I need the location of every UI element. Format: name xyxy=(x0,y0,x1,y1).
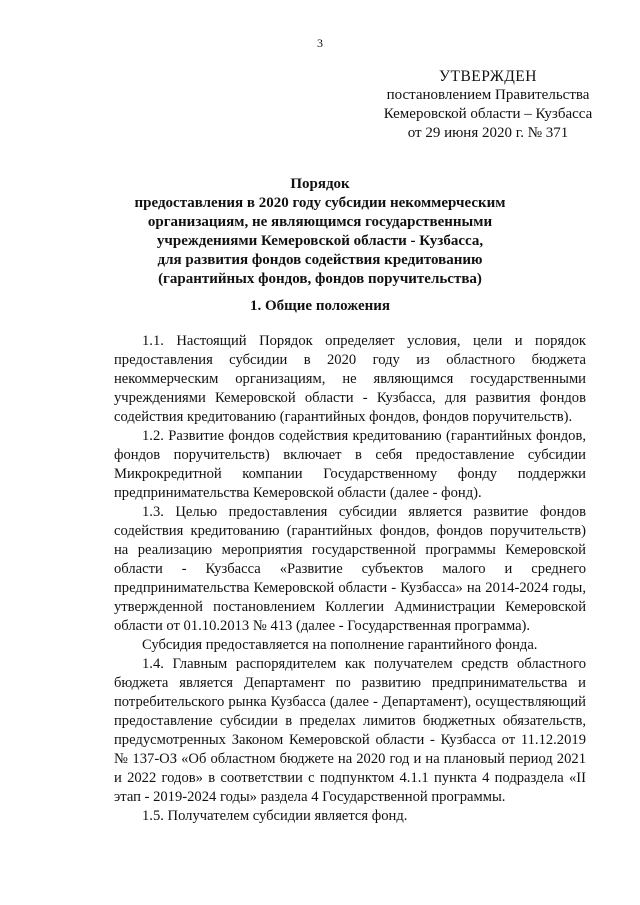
title-line: для развития фондов содействия кредитованию xyxy=(157,252,483,268)
document-body xyxy=(114,332,586,826)
title-line: организациям, не являющимся государственными xyxy=(147,214,493,230)
paragraph: 1.2. Развитие фондов содействия кредитованию (гарантийных фондов, фондов поручительств) включает в себя предоставление субсидии Микрокредитной компании Государственному фонду поддержки предпринимательства Кемеровской области (далее - фонд). xyxy=(114,428,586,501)
approval-stamp-block xyxy=(338,67,638,143)
title-line: Порядок xyxy=(290,176,350,192)
title-line: предоставления в 2020 году субсидии некоммерческим xyxy=(134,195,506,211)
paragraph: 1.5. Получателем субсидии является фонд. xyxy=(142,808,408,824)
paragraph: 1.4. Главным распорядителем как получателем средств областного бюджета является Департамент по развитию предпринимательства и потребительского рынка Кузбасса (далее - Департамент), осуществляющий предоставление субсидии в пределах лимитов бюджетных обязательств, предусмотренных Законом Кемеровской области - Кузбасса от 11.12.2019 № 137-ОЗ «Об областном бюджете на 2020 год и на плановый период 2021 и 2022 годов» в соответствии с подпунктом 4.1.1 пункта 4 подраздела «II этап - 2019-2024 годы» раздела 4 Государственной программы. xyxy=(114,656,586,805)
approval-heading: УТВЕРЖДЕН xyxy=(439,68,537,85)
approval-line: Кемеровской области – Кузбасса xyxy=(383,106,593,122)
page-number: 3 xyxy=(317,36,323,50)
document-title xyxy=(60,175,580,289)
approval-line: постановлением Правительства xyxy=(386,87,590,103)
title-line: учреждениями Кемеровской области - Кузбасса, xyxy=(156,233,484,249)
approval-line: от 29 июня 2020 г. № 371 xyxy=(407,125,569,141)
paragraph: 1.3. Целью предоставления субсидии является развитие фондов содействия кредитованию (гарантийных фондов, фондов поручительств) на реализацию мероприятия государственной программы Кемеровской области - Кузбасса «Развитие субъектов малого и среднего предпринимательства Кемеровской области - Кузбасса» на 2014-2024 годы, утвержденной постановлением Коллегии Администрации Кемеровской области от 01.10.2013 № 413 (далее - Государственная программа). xyxy=(114,504,586,634)
section-heading: 1. Общие положения xyxy=(249,298,391,314)
title-line: (гарантийных фондов, фондов поручительства) xyxy=(158,271,482,287)
paragraph: Субсидия предоставляется на пополнение гарантийного фонда. xyxy=(142,637,538,653)
paragraph: 1.1. Настоящий Порядок определяет условия, цели и порядок предоставления субсидии в 2020 году из областного бюджета некоммерческим организациям, не являющимся государственными учреждениями Кемеровской области - Кузбасса, для развития фондов содействия кредитованию (гарантийных фондов, фондов поручительств). xyxy=(114,333,586,425)
